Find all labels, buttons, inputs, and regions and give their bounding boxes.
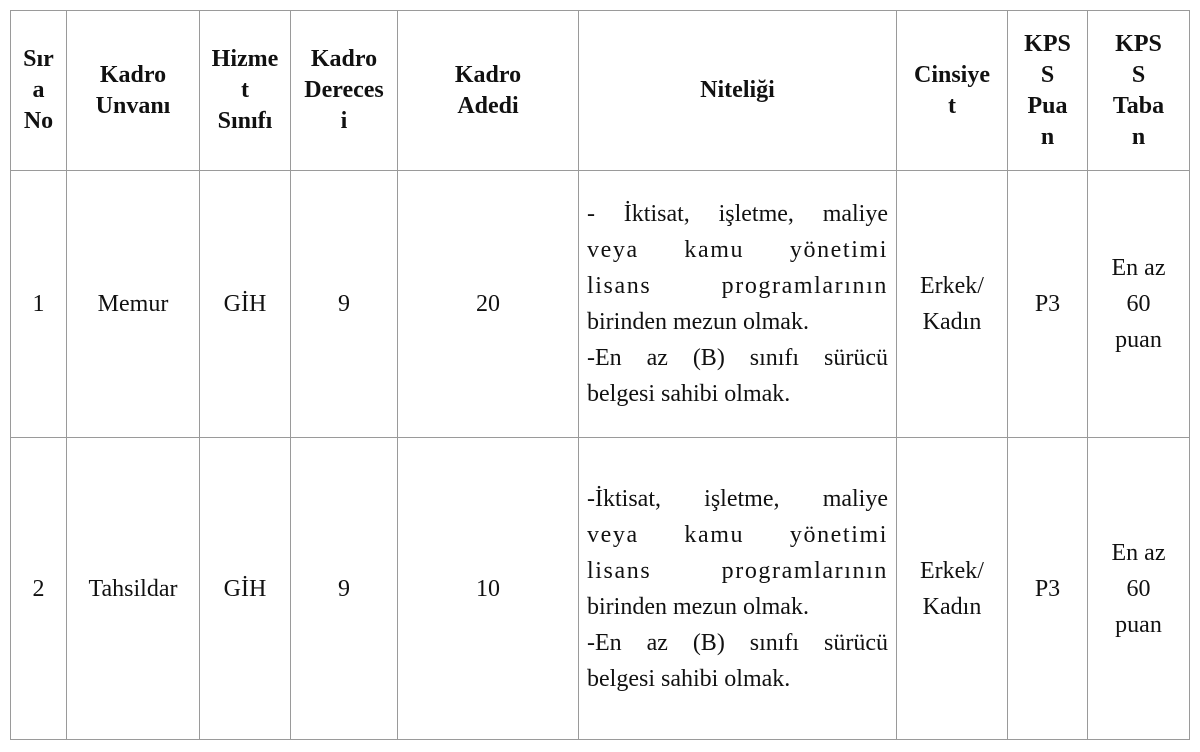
cell-hizmet-sinifi: GİH [200,171,291,438]
cell-kadro-unvani: Tahsildar [67,438,200,740]
kpss-taban-line: puan [1115,611,1162,638]
cell-niteligi [579,171,897,438]
cell-sira-no: 2 [11,438,67,740]
table-row [11,171,1190,438]
cell-cinsiyet [897,438,1008,740]
header-line: i [340,108,348,134]
header-line: KPS [1024,30,1071,57]
header-line: t [948,92,956,119]
table-row [11,438,1190,740]
header-line: Kadro [310,46,378,72]
cell-hizmet-sinifi: GİH [200,438,291,740]
header-kpss-puan [1008,11,1088,171]
niteligi-line: birinden mezun olmak. [587,309,809,335]
niteligi-line: -İktisat, işletme, maliye [587,485,888,512]
cell-kadro-derecesi: 9 [291,438,398,740]
niteligi-line: -En az (B) sınıfı sürücü [587,629,888,656]
niteligi-line: -En az (B) sınıfı sürücü [587,345,888,371]
niteligi-line: - İktisat, işletme, maliye [587,201,888,227]
cell-kadro-adedi: 10 [398,438,579,740]
niteligi-line: lisans programlarının [587,273,888,299]
header-line: Kadro [454,61,522,88]
cell-kpss-taban [1088,438,1190,740]
header-row [11,11,1190,171]
header-kadro-derecesi [291,11,398,171]
kpss-taban-line: En az [1111,255,1166,281]
header-kadro-unvani [67,11,200,171]
header-line: t [241,77,249,103]
cell-kadro-derecesi: 9 [291,171,398,438]
header-cinsiyet [897,11,1008,171]
header-sira-no [11,11,67,171]
kadro-table [10,10,1190,740]
cell-niteligi [579,438,897,740]
cell-kpss-puan: P3 [1008,438,1088,740]
header-line: a [32,77,45,103]
header-line: Sınıfı [217,108,273,134]
cell-kadro-unvani: Memur [67,171,200,438]
header-line: n [1131,123,1146,150]
header-line: KPS [1115,30,1162,57]
cinsiyet-line: Kadın [922,593,982,620]
niteligi-line: belgesi sahibi olmak. [587,381,791,407]
niteligi-line: veya kamu yönetimi [587,237,888,263]
header-line: S [1131,61,1146,88]
kpss-taban-line: En az [1111,539,1166,566]
header-line: n [1040,123,1055,150]
cell-kpss-puan: P3 [1008,171,1088,438]
header-kpss-taban [1088,11,1190,171]
header-line: Hizme [211,46,279,72]
header-hizmet-sinifi [200,11,291,171]
kpss-taban-line: puan [1115,327,1162,353]
niteligi-line: belgesi sahibi olmak. [587,665,791,692]
header-line: Dereces [304,77,384,103]
header-line: Kadro [99,61,167,88]
header-line: Sır [23,46,54,72]
header-niteligi [579,11,897,171]
header-line: No [23,108,54,134]
header-line: Cinsiye [913,61,990,88]
niteligi-line: lisans programlarının [587,557,888,584]
kpss-taban-line: 60 [1126,575,1151,602]
header-kadro-adedi [398,11,579,171]
niteligi-line: veya kamu yönetimi [587,521,888,548]
niteligi-line: birinden mezun olmak. [587,593,809,620]
cinsiyet-line: Erkek/ [920,557,984,584]
cell-cinsiyet [897,171,1008,438]
header-line: S [1040,61,1055,88]
cell-kpss-taban [1088,171,1190,438]
cell-sira-no: 1 [11,171,67,438]
cell-kadro-adedi: 20 [398,171,579,438]
header-line: Taba [1112,92,1165,119]
cinsiyet-line: Erkek/ [920,273,984,299]
kpss-taban-line: 60 [1126,291,1151,317]
cinsiyet-line: Kadın [922,309,982,335]
header-line: Unvanı [95,92,171,119]
header-line: Niteliği [700,77,775,103]
header-line: Adedi [457,92,519,119]
header-line: Pua [1027,92,1068,119]
